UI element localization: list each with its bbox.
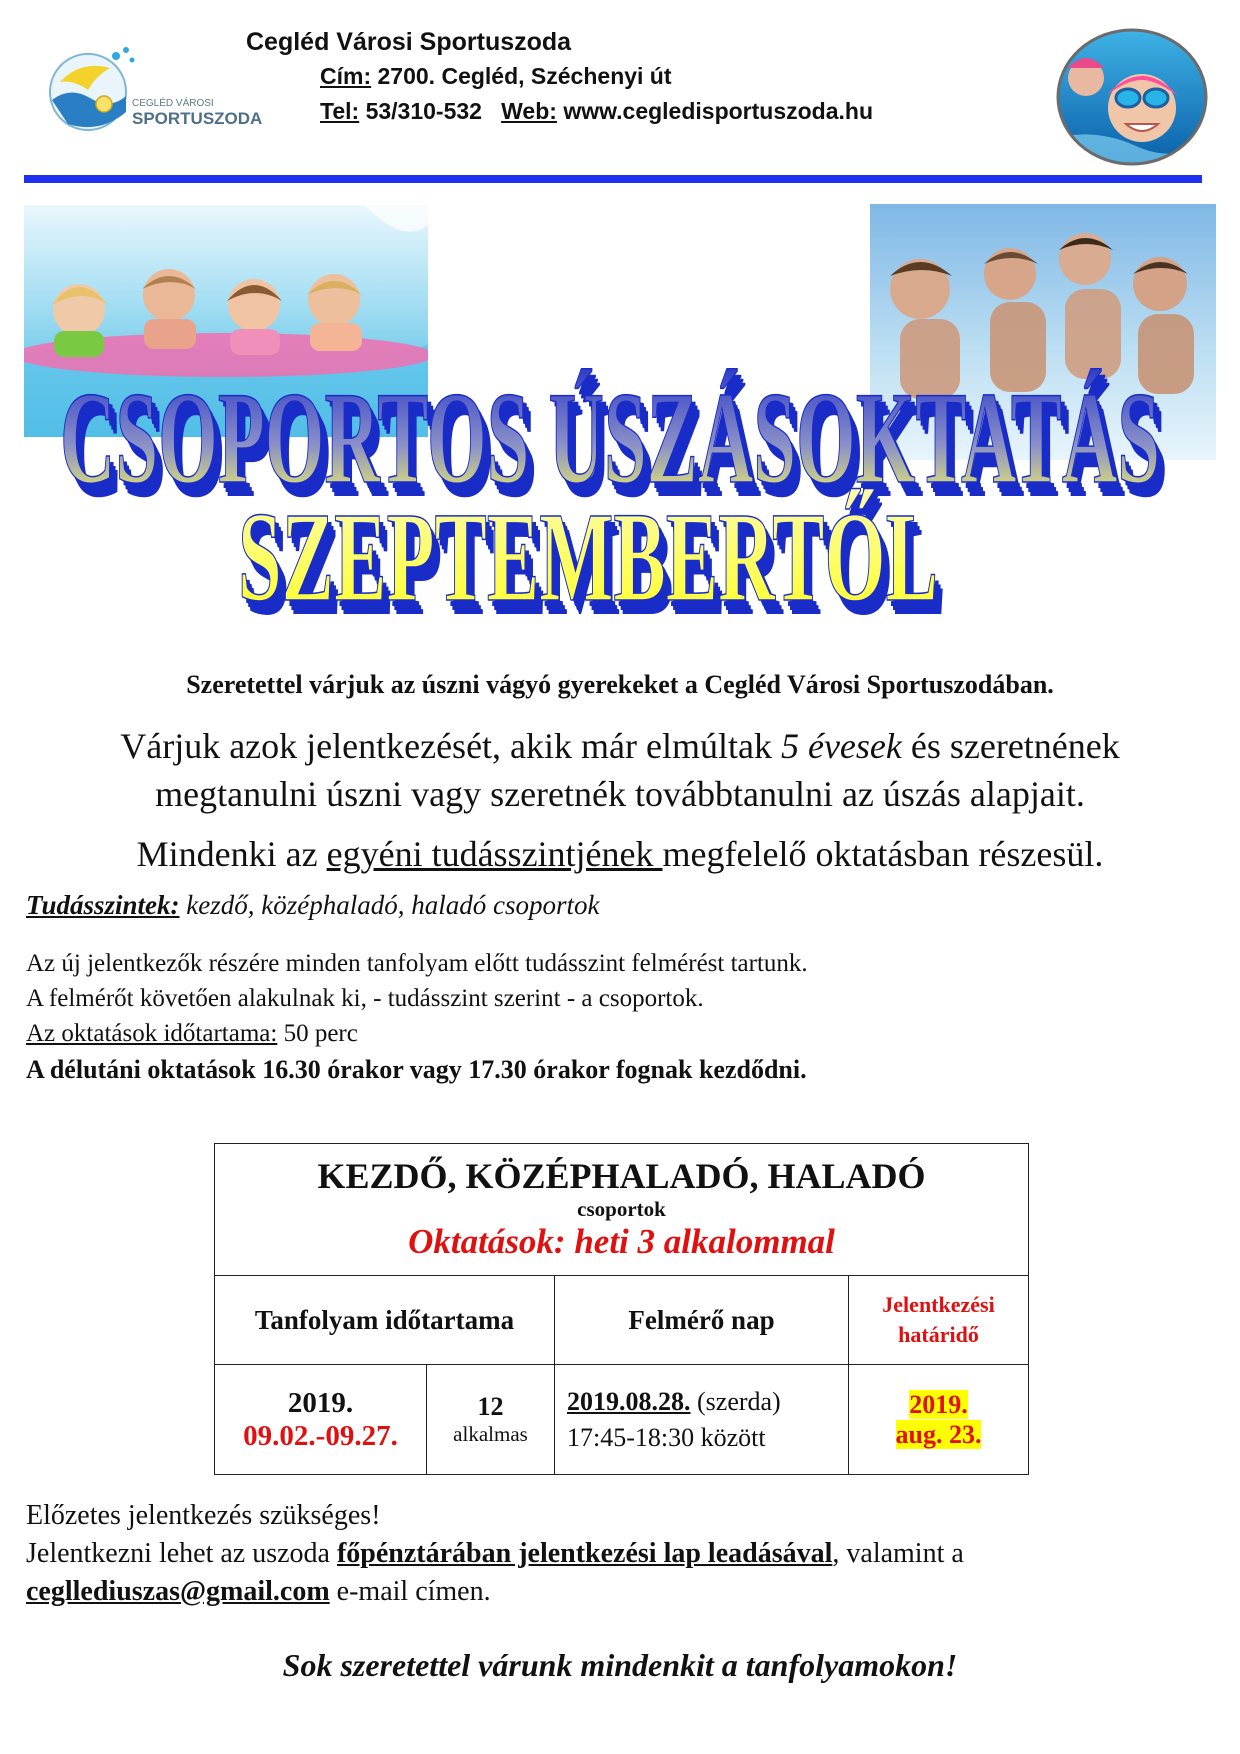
logo-text-bottom: SPORTUSZODA bbox=[132, 109, 263, 128]
closing-message: Sok szeretettel várunk mindenkit a tanfolyamokon! bbox=[282, 1647, 958, 1683]
skill-levels bbox=[26, 890, 599, 921]
address-line bbox=[320, 63, 672, 90]
p1-age-emphasis: 5 évesek bbox=[780, 726, 902, 766]
email-line bbox=[26, 1576, 491, 1608]
title-line-1: CSOPORTOS ÚSZÁSOKTATÁS bbox=[60, 364, 1160, 511]
session-count: 12 bbox=[477, 1392, 504, 1421]
sportuszoda-logo bbox=[40, 42, 270, 142]
survey-date: 2019.08.28. bbox=[567, 1386, 691, 1416]
contact-line bbox=[320, 98, 873, 125]
svg-text:SZEPTEMBERTŐL: SZEPTEMBERTŐL bbox=[246, 500, 946, 640]
duration-value: 50 perc bbox=[277, 1020, 358, 1047]
registration-info bbox=[26, 1538, 964, 1570]
p1-part-b: és szeretnének bbox=[901, 726, 1120, 766]
p1-part-a: Várjuk azok jelentkezését, akik már elmúltak bbox=[120, 726, 781, 766]
web-link[interactable]: www.cegledisportuszoda.hu bbox=[556, 98, 874, 124]
table-subtitle: csoportok bbox=[577, 1197, 666, 1221]
col-header-survey: Felmérő nap bbox=[555, 1276, 849, 1365]
session-count-cell bbox=[427, 1365, 555, 1475]
assessment-note: Az új jelentkezők részére minden tanfolyam előtt tudásszint felmérést tartunk. bbox=[26, 950, 808, 977]
course-dates-cell bbox=[215, 1365, 427, 1475]
svg-text:CSOPORTOS ÚSZÁSOKTATÁS: CSOPORTOS ÚSZÁSOKTATÁS bbox=[64, 370, 1164, 517]
intro-lead: Szeretettel várjuk az úszni vágyó gyerekeket a Cegléd Városi Sportuszodában. bbox=[186, 670, 1054, 699]
table-column-headers bbox=[215, 1276, 1029, 1365]
course-dates: 09.02.-09.27. bbox=[243, 1419, 398, 1452]
email-link[interactable]: cegllediuszas@gmail.com bbox=[26, 1576, 330, 1607]
course-year: 2019. bbox=[287, 1386, 354, 1419]
session-count-unit: alkalmas bbox=[453, 1422, 528, 1446]
survey-time: 17:45-18:30 között bbox=[567, 1422, 766, 1452]
table-row bbox=[215, 1365, 1029, 1475]
title-line-2: SZEPTEMBERTŐL bbox=[238, 486, 938, 628]
wordart-title bbox=[20, 270, 1220, 640]
registration-required: Előzetes jelentkezés szükséges! bbox=[26, 1500, 381, 1531]
deadline-date: aug. 23. bbox=[895, 1419, 982, 1449]
survey-day: (szerda) bbox=[690, 1386, 781, 1416]
registration-place: főpénztárában jelentkezési lap leadásával bbox=[336, 1538, 833, 1569]
registration-part-a: Jelentkezni lehet az uszoda bbox=[26, 1538, 337, 1569]
course-table bbox=[214, 1143, 1029, 1475]
deadline-year: 2019. bbox=[909, 1389, 968, 1419]
table-header-row bbox=[215, 1144, 1029, 1276]
web-label: Web: bbox=[501, 98, 557, 124]
svg-text:SZEPTEMBERTŐL: SZEPTEMBERTŐL bbox=[242, 492, 942, 634]
col-header-deadline bbox=[849, 1276, 1029, 1365]
p2-underlined: egyéni tudásszintjének bbox=[326, 834, 663, 874]
registration-part-c: , valamint a bbox=[832, 1538, 964, 1569]
svg-text:SZEPTEMBERTŐL: SZEPTEMBERTŐL bbox=[244, 496, 944, 638]
header-divider bbox=[24, 175, 1202, 183]
child-swimmer-photo bbox=[1056, 28, 1208, 166]
duration-label: Az oktatások időtartama: bbox=[26, 1020, 278, 1047]
table-header-cell bbox=[215, 1144, 1029, 1276]
table-title: KEZDŐ, KÖZÉPHALADÓ, HALADÓ bbox=[317, 1156, 926, 1196]
groups-note: A felmérőt követően alakulnak ki, - tudásszint szerint - a csoportok. bbox=[26, 985, 704, 1012]
org-name: Cegléd Városi Sportuszoda bbox=[246, 28, 572, 56]
col-header-deadline-2: határidő bbox=[898, 1322, 979, 1347]
survey-cell bbox=[555, 1365, 849, 1475]
duration-note bbox=[26, 1020, 358, 1048]
skill-levels-value: kezdő, középhaladó, haladó csoportok bbox=[179, 890, 600, 920]
p2-part-b: megfelelő oktatásban részesül. bbox=[662, 834, 1104, 874]
phone-value: 53/310-532 bbox=[359, 98, 482, 124]
p1-part-c: megtanulni úszni vagy szeretnék továbbtanulni az úszás alapjait. bbox=[155, 774, 1085, 814]
phone-label: Tel: bbox=[320, 98, 360, 124]
intro-paragraph-1 bbox=[0, 722, 1240, 818]
deadline-cell bbox=[849, 1365, 1029, 1475]
address-value: 2700. Cegléd, Széchenyi út bbox=[371, 63, 672, 89]
col-header-duration: Tanfolyam időtartama bbox=[215, 1276, 555, 1365]
p2-part-a: Mindenki az bbox=[136, 834, 327, 874]
email-suffix: e-mail címen. bbox=[329, 1576, 491, 1607]
intro-paragraph-2 bbox=[0, 830, 1240, 878]
start-time-note: A délutáni oktatások 16.30 órakor vagy 17.30 órakor fognak kezdődni. bbox=[26, 1055, 807, 1084]
svg-text:CSOPORTOS ÚSZÁSOKTATÁS: CSOPORTOS ÚSZÁSOKTATÁS bbox=[66, 374, 1166, 521]
skill-levels-label: Tudásszintek: bbox=[26, 890, 180, 920]
svg-text:CSOPORTOS ÚSZÁSOKTATÁS: CSOPORTOS ÚSZÁSOKTATÁS bbox=[68, 378, 1168, 525]
table-frequency: Oktatások: heti 3 alkalommal bbox=[408, 1222, 835, 1261]
address-label: Cím: bbox=[320, 63, 372, 89]
col-header-deadline-1: Jelentkezési bbox=[882, 1292, 995, 1317]
logo-text-top: CEGLÉD VÁROSI bbox=[132, 98, 214, 109]
